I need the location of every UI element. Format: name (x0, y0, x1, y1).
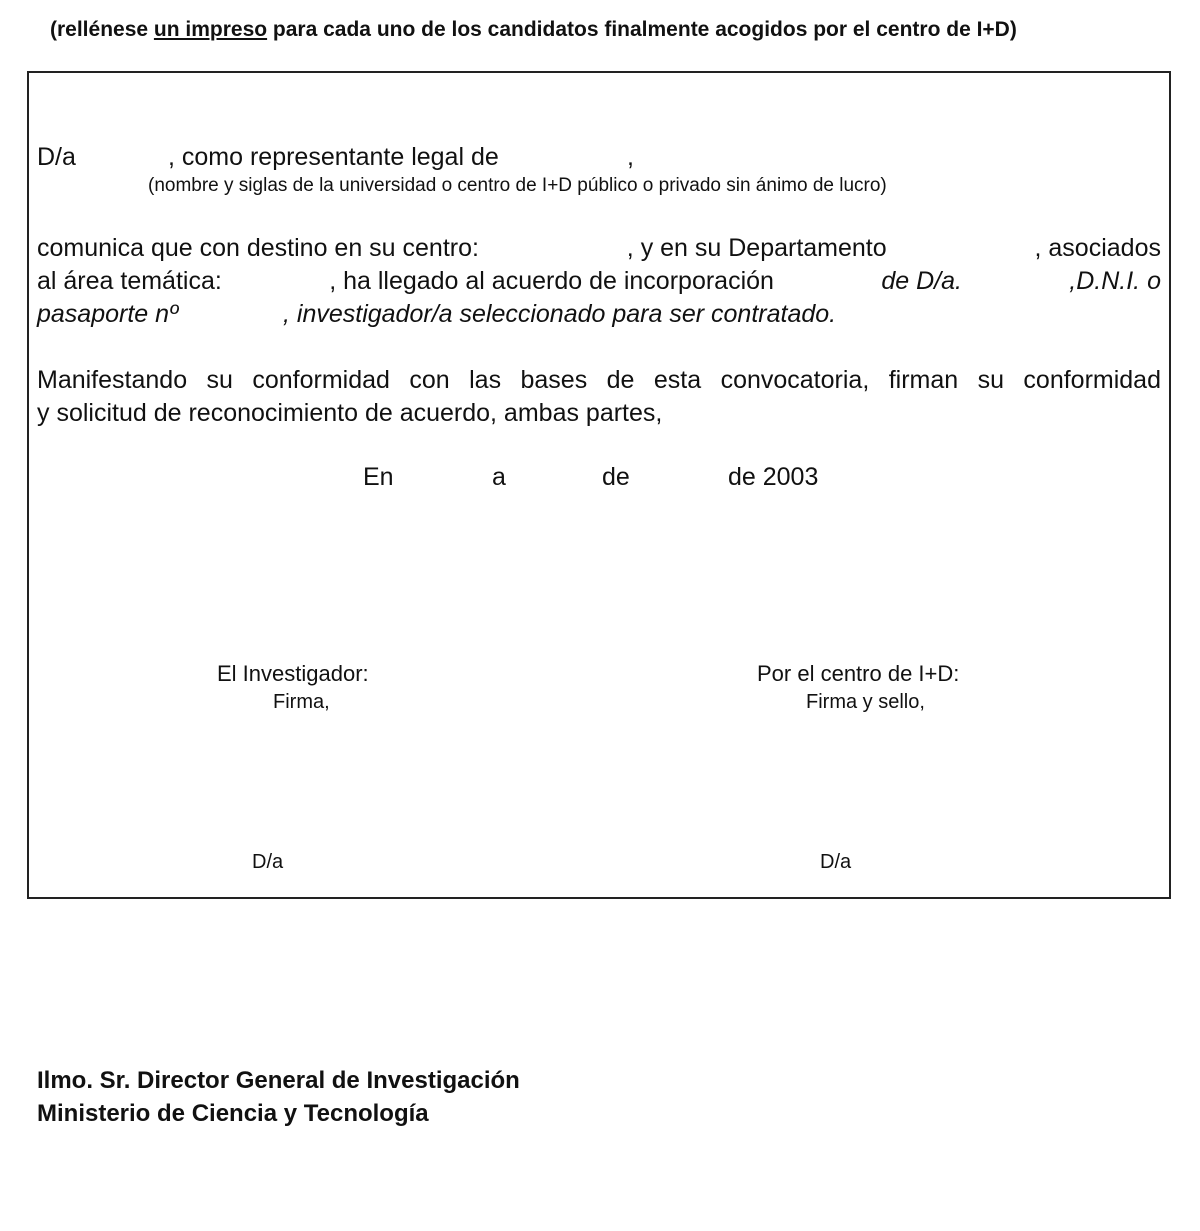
para1-line2 (37, 267, 1161, 296)
para1-associated-text: , asociados (1034, 234, 1161, 262)
date-year: de 2003 (728, 463, 819, 491)
para1-passport-text: pasaporte nº (37, 300, 179, 328)
form-instruction (50, 18, 1017, 42)
date-en: En (363, 463, 394, 491)
para1-line1 (37, 234, 1161, 263)
para1-researcher-text: , investigador/a seleccionado para ser contratado. (283, 300, 837, 328)
researcher-signature-title: El Investigador: (217, 661, 369, 686)
centre-signature-title: Por el centro de I+D: (757, 661, 960, 686)
para1-centre-text: comunica que con destino en su centro: (37, 234, 479, 262)
line1-comma: , (627, 143, 634, 171)
addressee-line1: Ilmo. Sr. Director General de Investigación (37, 1067, 520, 1094)
da-label: D/a (37, 143, 76, 171)
researcher-signature-sub: Firma, (273, 691, 330, 713)
date-de: de (602, 463, 630, 491)
instruction-underlined: un impreso (153, 18, 268, 41)
para1-da-text: de D/a. (881, 267, 962, 295)
addressee-line2: Ministerio de Ciencia y Tecnología (37, 1100, 429, 1127)
instruction-after: para cada uno de los candidatos finalmente acogidos por el centro de I+D) (267, 18, 1017, 41)
para2-line2: y solicitud de reconocimiento de acuerdo, ambas partes, (37, 399, 663, 427)
para1-department-text: , y en su Departamento (626, 234, 887, 262)
researcher-name-label: D/a (252, 851, 284, 873)
para1-agreement-text: , ha llegado al acuerdo de incorporación (329, 267, 774, 295)
centre-name-label: D/a (820, 851, 852, 873)
university-name-note: (nombre y siglas de la universidad o centro de I+D público o privado sin ánimo de lucro) (148, 175, 887, 196)
date-a: a (492, 463, 506, 491)
para2-line1: Manifestando su conformidad con las bases de esta convocatoria, firman su conformidad (37, 366, 1161, 394)
para1-dni-text: ,D.N.I. o (1069, 267, 1161, 295)
legal-representative-text: , como representante legal de (168, 143, 499, 171)
para1-area-text: al área temática: (37, 267, 222, 295)
instruction-before: (rellénese (50, 18, 154, 41)
centre-signature-sub: Firma y sello, (806, 691, 925, 713)
